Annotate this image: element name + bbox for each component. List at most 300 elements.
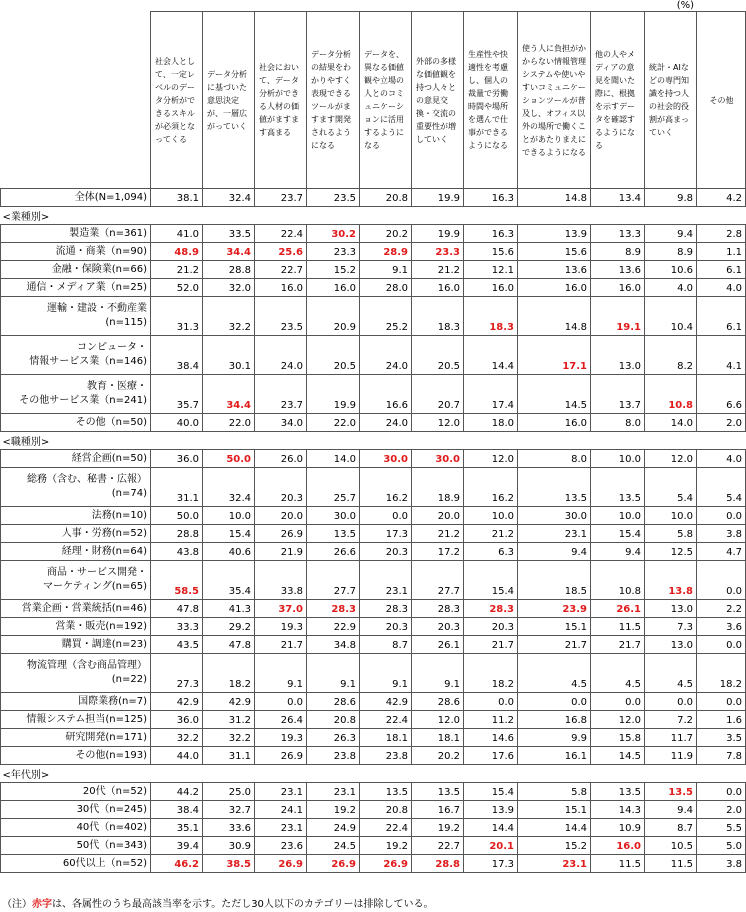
- value-cell: 26.1: [591, 600, 645, 618]
- value-cell: 40.0: [151, 414, 203, 432]
- value-cell: 0.0: [697, 783, 746, 801]
- value-cell: 22.4: [255, 225, 307, 243]
- value-cell: 42.9: [360, 693, 412, 711]
- value-cell: 28.3: [412, 600, 464, 618]
- value-cell: 16.0: [255, 279, 307, 297]
- value-cell: 5.8: [645, 525, 697, 543]
- value-cell: 8.7: [360, 636, 412, 654]
- value-cell: 14.0: [645, 414, 697, 432]
- value-cell: 23.5: [307, 189, 360, 207]
- table-row: [1, 837, 746, 855]
- value-cell: 4.5: [591, 654, 645, 693]
- value-cell: 43.5: [151, 636, 203, 654]
- value-cell: 19.9: [412, 189, 464, 207]
- value-cell: 21.2: [412, 525, 464, 543]
- value-cell: 0.0: [360, 507, 412, 525]
- column-header: 使う人に負担がかからない情報管理システムや使いやすいコミュニケーションツールが普及し、オフィス以外の場所で働くことがあたりまえにできるようになる: [518, 12, 591, 189]
- value-cell: 10.0: [591, 507, 645, 525]
- value-cell: 32.2: [203, 729, 255, 747]
- value-cell: 33.3: [151, 618, 203, 636]
- value-cell: 10.8: [645, 375, 697, 414]
- value-cell: 17.1: [518, 336, 591, 375]
- value-cell: 30.0: [307, 507, 360, 525]
- value-cell: 15.4: [203, 525, 255, 543]
- value-cell: 50.0: [203, 450, 255, 468]
- value-cell: 37.0: [255, 600, 307, 618]
- value-cell: 0.0: [518, 693, 591, 711]
- column-header: データを、異なる価値観や立場の人とのコミュニケーションに活用するようになる: [360, 12, 412, 189]
- value-cell: 21.2: [151, 261, 203, 279]
- value-cell: 28.6: [307, 693, 360, 711]
- value-cell: 5.5: [697, 819, 746, 837]
- value-cell: 15.2: [307, 261, 360, 279]
- value-cell: 52.0: [151, 279, 203, 297]
- row-label: 法務(n=10): [1, 507, 151, 525]
- value-cell: 32.2: [151, 729, 203, 747]
- value-cell: 4.1: [697, 336, 746, 375]
- value-cell: 15.6: [518, 243, 591, 261]
- value-cell: 16.0: [307, 279, 360, 297]
- row-label: 人事・労務(n=52): [1, 525, 151, 543]
- value-cell: 26.0: [255, 450, 307, 468]
- value-cell: 23.1: [518, 525, 591, 543]
- value-cell: 13.7: [591, 375, 645, 414]
- table-row: [1, 561, 746, 600]
- value-cell: 25.7: [307, 468, 360, 507]
- value-cell: 23.1: [307, 783, 360, 801]
- value-cell: 16.0: [412, 279, 464, 297]
- value-cell: 21.2: [412, 261, 464, 279]
- value-cell: 13.5: [360, 783, 412, 801]
- row-label: 物流管理（含む商品管理） (n=22): [1, 654, 151, 693]
- table-row: [1, 297, 746, 336]
- column-header: その他: [697, 12, 746, 189]
- value-cell: 17.3: [464, 855, 518, 873]
- value-cell: 2.0: [697, 801, 746, 819]
- value-cell: 23.6: [255, 837, 307, 855]
- value-cell: 13.6: [518, 261, 591, 279]
- value-cell: 12.1: [464, 261, 518, 279]
- value-cell: 39.4: [151, 837, 203, 855]
- value-cell: 58.5: [151, 561, 203, 600]
- value-cell: 6.6: [697, 375, 746, 414]
- value-cell: 18.2: [697, 654, 746, 693]
- value-cell: 11.5: [591, 618, 645, 636]
- value-cell: 20.0: [255, 507, 307, 525]
- row-label: 営業企画・営業統括(n=46): [1, 600, 151, 618]
- value-cell: 20.9: [307, 297, 360, 336]
- value-cell: 18.5: [518, 561, 591, 600]
- value-cell: 18.2: [464, 654, 518, 693]
- value-cell: 8.9: [591, 243, 645, 261]
- value-cell: 13.5: [307, 525, 360, 543]
- value-cell: 18.3: [464, 297, 518, 336]
- value-cell: 24.0: [255, 336, 307, 375]
- value-cell: 18.9: [412, 468, 464, 507]
- value-cell: 20.3: [360, 618, 412, 636]
- value-cell: 31.2: [203, 711, 255, 729]
- table-row: [1, 747, 746, 765]
- row-label: 60代以上（n=52): [1, 855, 151, 873]
- value-cell: 3.8: [697, 525, 746, 543]
- value-cell: 30.0: [360, 450, 412, 468]
- value-cell: 16.0: [591, 279, 645, 297]
- value-cell: 16.0: [591, 837, 645, 855]
- value-cell: 5.4: [645, 468, 697, 507]
- value-cell: 38.4: [151, 336, 203, 375]
- row-label: 経営企画(n=50): [1, 450, 151, 468]
- value-cell: 30.9: [203, 837, 255, 855]
- value-cell: 5.8: [518, 783, 591, 801]
- row-label: 30代（n=245): [1, 801, 151, 819]
- value-cell: 13.6: [591, 261, 645, 279]
- value-cell: 24.0: [360, 336, 412, 375]
- value-cell: 6.3: [464, 543, 518, 561]
- value-cell: 36.0: [151, 450, 203, 468]
- unit-label: (%): [676, 0, 694, 11]
- value-cell: 28.0: [360, 279, 412, 297]
- value-cell: 2.2: [697, 600, 746, 618]
- value-cell: 47.8: [203, 636, 255, 654]
- value-cell: 31.1: [151, 468, 203, 507]
- value-cell: 3.5: [697, 729, 746, 747]
- value-cell: 24.1: [255, 801, 307, 819]
- value-cell: 44.0: [151, 747, 203, 765]
- value-cell: 30.0: [518, 507, 591, 525]
- value-cell: 21.7: [591, 636, 645, 654]
- value-cell: 13.5: [645, 783, 697, 801]
- value-cell: 23.7: [255, 189, 307, 207]
- footnote-text: は、各属性のうち最高該当率を示す。ただし30人以下のカテゴリーは排除している。: [52, 899, 434, 910]
- value-cell: 33.5: [203, 225, 255, 243]
- value-cell: 26.6: [307, 543, 360, 561]
- value-cell: 28.8: [151, 525, 203, 543]
- value-cell: 13.5: [591, 468, 645, 507]
- value-cell: 17.6: [464, 747, 518, 765]
- value-cell: 19.9: [307, 375, 360, 414]
- value-cell: 17.3: [360, 525, 412, 543]
- value-cell: 23.9: [518, 600, 591, 618]
- value-cell: 13.5: [412, 783, 464, 801]
- value-cell: 25.6: [255, 243, 307, 261]
- value-cell: 9.4: [518, 543, 591, 561]
- value-cell: 10.9: [591, 819, 645, 837]
- value-cell: 23.8: [307, 747, 360, 765]
- value-cell: 10.5: [645, 837, 697, 855]
- value-cell: 28.8: [203, 261, 255, 279]
- value-cell: 13.4: [591, 189, 645, 207]
- value-cell: 23.1: [255, 819, 307, 837]
- value-cell: 47.8: [151, 600, 203, 618]
- column-header: 社会人として、一定レベルのデータ分析ができるスキルが必須となってくる: [151, 12, 203, 189]
- value-cell: 14.5: [591, 747, 645, 765]
- value-cell: 22.4: [360, 819, 412, 837]
- row-label: その他（n=50): [1, 414, 151, 432]
- value-cell: 0.0: [464, 693, 518, 711]
- value-cell: 3.8: [697, 855, 746, 873]
- value-cell: 32.7: [203, 801, 255, 819]
- row-label: 金融・保険業(n=66): [1, 261, 151, 279]
- row-label: 製造業（n=361): [1, 225, 151, 243]
- value-cell: 32.0: [203, 279, 255, 297]
- table-row: [1, 543, 746, 561]
- value-cell: 13.9: [518, 225, 591, 243]
- value-cell: 27.7: [412, 561, 464, 600]
- table-row: [1, 636, 746, 654]
- value-cell: 11.5: [645, 855, 697, 873]
- value-cell: 9.4: [645, 801, 697, 819]
- value-cell: 23.1: [518, 855, 591, 873]
- value-cell: 18.1: [360, 729, 412, 747]
- value-cell: 0.0: [697, 507, 746, 525]
- value-cell: 7.8: [697, 747, 746, 765]
- value-cell: 9.1: [307, 654, 360, 693]
- column-header: 外部の多様な価値観を持つ人々との意見交換・交流の重要性が増していく: [412, 12, 464, 189]
- table-row: [1, 600, 746, 618]
- row-label: 研究開発(n=171): [1, 729, 151, 747]
- value-cell: 24.9: [307, 819, 360, 837]
- value-cell: 14.8: [518, 189, 591, 207]
- value-cell: 21.9: [255, 543, 307, 561]
- value-cell: 19.9: [412, 225, 464, 243]
- table-row: [1, 243, 746, 261]
- value-cell: 0.0: [697, 636, 746, 654]
- table-row: [1, 375, 746, 414]
- row-label: その他(n=193): [1, 747, 151, 765]
- value-cell: 4.2: [697, 189, 746, 207]
- table-row: [1, 189, 746, 207]
- value-cell: 18.3: [412, 297, 464, 336]
- value-cell: 7.3: [645, 618, 697, 636]
- value-cell: 24.5: [307, 837, 360, 855]
- value-cell: 4.7: [697, 543, 746, 561]
- value-cell: 35.4: [203, 561, 255, 600]
- table-row: [1, 654, 746, 693]
- value-cell: 44.2: [151, 783, 203, 801]
- value-cell: 22.0: [203, 414, 255, 432]
- value-cell: 28.6: [412, 693, 464, 711]
- row-label: 20代（n=52): [1, 783, 151, 801]
- value-cell: 14.4: [464, 819, 518, 837]
- value-cell: 13.0: [645, 600, 697, 618]
- value-cell: 31.1: [203, 747, 255, 765]
- value-cell: 8.2: [645, 336, 697, 375]
- value-cell: 15.1: [518, 801, 591, 819]
- value-cell: 11.2: [464, 711, 518, 729]
- value-cell: 20.5: [412, 336, 464, 375]
- section-title: <年代別>: [1, 765, 746, 783]
- column-header: 社会において、データ分析ができる人材の価値がますます高まる: [255, 12, 307, 189]
- value-cell: 38.5: [203, 855, 255, 873]
- table-row: [1, 225, 746, 243]
- table-row: [1, 693, 746, 711]
- value-cell: 6.1: [697, 297, 746, 336]
- value-cell: 18.0: [464, 414, 518, 432]
- value-cell: 13.5: [591, 783, 645, 801]
- table-row: [1, 801, 746, 819]
- value-cell: 20.3: [412, 618, 464, 636]
- value-cell: 43.8: [151, 543, 203, 561]
- header-corner: [1, 12, 151, 189]
- value-cell: 20.2: [360, 225, 412, 243]
- value-cell: 9.8: [645, 189, 697, 207]
- value-cell: 21.7: [518, 636, 591, 654]
- value-cell: 11.7: [645, 729, 697, 747]
- value-cell: 28.3: [464, 600, 518, 618]
- value-cell: 20.8: [360, 801, 412, 819]
- value-cell: 15.8: [591, 729, 645, 747]
- value-cell: 26.9: [360, 855, 412, 873]
- value-cell: 35.7: [151, 375, 203, 414]
- value-cell: 20.3: [360, 543, 412, 561]
- value-cell: 4.5: [645, 654, 697, 693]
- value-cell: 14.6: [464, 729, 518, 747]
- value-cell: 34.4: [203, 243, 255, 261]
- value-cell: 29.2: [203, 618, 255, 636]
- value-cell: 21.7: [255, 636, 307, 654]
- value-cell: 32.4: [203, 189, 255, 207]
- value-cell: 12.5: [645, 543, 697, 561]
- value-cell: 12.0: [645, 450, 697, 468]
- value-cell: 46.2: [151, 855, 203, 873]
- value-cell: 16.3: [464, 225, 518, 243]
- row-label: 国際業務(n=7): [1, 693, 151, 711]
- value-cell: 28.3: [360, 600, 412, 618]
- table-row: [1, 279, 746, 297]
- value-cell: 22.4: [360, 711, 412, 729]
- value-cell: 15.6: [464, 243, 518, 261]
- value-cell: 50.0: [151, 507, 203, 525]
- value-cell: 32.4: [203, 468, 255, 507]
- value-cell: 27.7: [307, 561, 360, 600]
- value-cell: 10.8: [591, 561, 645, 600]
- section-title: <職種別>: [1, 432, 746, 450]
- column-header: 生産性や快適性を考慮し、個人の裁量で労働時間や場所を選んで仕事ができるようになる: [464, 12, 518, 189]
- column-header: データ分析に基づいた意思決定が、一層広がっていく: [203, 12, 255, 189]
- table-row: [1, 711, 746, 729]
- value-cell: 15.4: [464, 783, 518, 801]
- value-cell: 23.1: [255, 783, 307, 801]
- table-row: [1, 855, 746, 873]
- value-cell: 14.3: [591, 801, 645, 819]
- value-cell: 11.9: [645, 747, 697, 765]
- survey-table: [0, 11, 746, 873]
- value-cell: 0.0: [591, 693, 645, 711]
- value-cell: 23.5: [255, 297, 307, 336]
- value-cell: 9.1: [412, 654, 464, 693]
- row-label: 流通・商業（n=90): [1, 243, 151, 261]
- value-cell: 18.1: [412, 729, 464, 747]
- row-label: 経理・財務(n=64): [1, 543, 151, 561]
- row-label: 商品・サービス開発・ マーケティング(n=65): [1, 561, 151, 600]
- value-cell: 20.7: [412, 375, 464, 414]
- value-cell: 16.8: [518, 711, 591, 729]
- column-header: 他の人やメディアの意見を聞いた際に、根拠を示すデータを確認するようになる: [591, 12, 645, 189]
- value-cell: 13.0: [591, 336, 645, 375]
- value-cell: 13.3: [591, 225, 645, 243]
- value-cell: 10.0: [464, 507, 518, 525]
- value-cell: 5.4: [697, 468, 746, 507]
- value-cell: 41.0: [151, 225, 203, 243]
- value-cell: 16.2: [360, 468, 412, 507]
- row-label: 全体(N=1,094): [1, 189, 151, 207]
- value-cell: 23.3: [412, 243, 464, 261]
- value-cell: 10.0: [591, 450, 645, 468]
- value-cell: 30.2: [307, 225, 360, 243]
- value-cell: 16.0: [464, 279, 518, 297]
- table-row: [1, 783, 746, 801]
- value-cell: 0.0: [255, 693, 307, 711]
- value-cell: 15.1: [518, 618, 591, 636]
- value-cell: 34.0: [255, 414, 307, 432]
- value-cell: 25.2: [360, 297, 412, 336]
- value-cell: 13.8: [645, 561, 697, 600]
- value-cell: 16.7: [412, 801, 464, 819]
- value-cell: 10.4: [645, 297, 697, 336]
- value-cell: 30.1: [203, 336, 255, 375]
- value-cell: 22.7: [412, 837, 464, 855]
- footnote-prefix: （注）: [2, 899, 32, 910]
- section-title: <業種別>: [1, 207, 746, 225]
- value-cell: 28.8: [412, 855, 464, 873]
- table-row: [1, 618, 746, 636]
- value-cell: 20.1: [464, 837, 518, 855]
- value-cell: 10.0: [203, 507, 255, 525]
- column-header: データ分析の結果をわかりやすく表現できるツールがますます開発されるようになる: [307, 12, 360, 189]
- value-cell: 28.9: [360, 243, 412, 261]
- value-cell: 40.6: [203, 543, 255, 561]
- value-cell: 26.9: [307, 855, 360, 873]
- table-row: [1, 261, 746, 279]
- row-label: 通信・メディア業（n=25): [1, 279, 151, 297]
- value-cell: 41.3: [203, 600, 255, 618]
- row-label: コンピュータ・ 情報サービス業（n=146): [1, 336, 151, 375]
- value-cell: 34.4: [203, 375, 255, 414]
- value-cell: 17.4: [464, 375, 518, 414]
- value-cell: 4.0: [697, 279, 746, 297]
- value-cell: 4.0: [645, 279, 697, 297]
- value-cell: 14.5: [518, 375, 591, 414]
- value-cell: 0.0: [645, 693, 697, 711]
- value-cell: 18.2: [203, 654, 255, 693]
- row-label: 教育・医療・ その他サービス業（n=241): [1, 375, 151, 414]
- value-cell: 34.8: [307, 636, 360, 654]
- table-row: [1, 819, 746, 837]
- value-cell: 23.3: [307, 243, 360, 261]
- value-cell: 9.4: [591, 543, 645, 561]
- row-label: 総務（含む、秘書・広報） (n=74): [1, 468, 151, 507]
- value-cell: 36.0: [151, 711, 203, 729]
- value-cell: 42.9: [151, 693, 203, 711]
- value-cell: 12.0: [412, 711, 464, 729]
- value-cell: 26.9: [255, 747, 307, 765]
- value-cell: 14.4: [518, 819, 591, 837]
- value-cell: 26.9: [255, 855, 307, 873]
- value-cell: 19.2: [412, 819, 464, 837]
- value-cell: 20.8: [360, 189, 412, 207]
- value-cell: 20.0: [412, 507, 464, 525]
- value-cell: 38.1: [151, 189, 203, 207]
- value-cell: 16.0: [518, 414, 591, 432]
- value-cell: 24.0: [360, 414, 412, 432]
- value-cell: 33.6: [203, 819, 255, 837]
- value-cell: 6.1: [697, 261, 746, 279]
- value-cell: 9.4: [645, 225, 697, 243]
- value-cell: 17.2: [412, 543, 464, 561]
- value-cell: 12.0: [464, 450, 518, 468]
- value-cell: 5.0: [697, 837, 746, 855]
- value-cell: 10.0: [645, 507, 697, 525]
